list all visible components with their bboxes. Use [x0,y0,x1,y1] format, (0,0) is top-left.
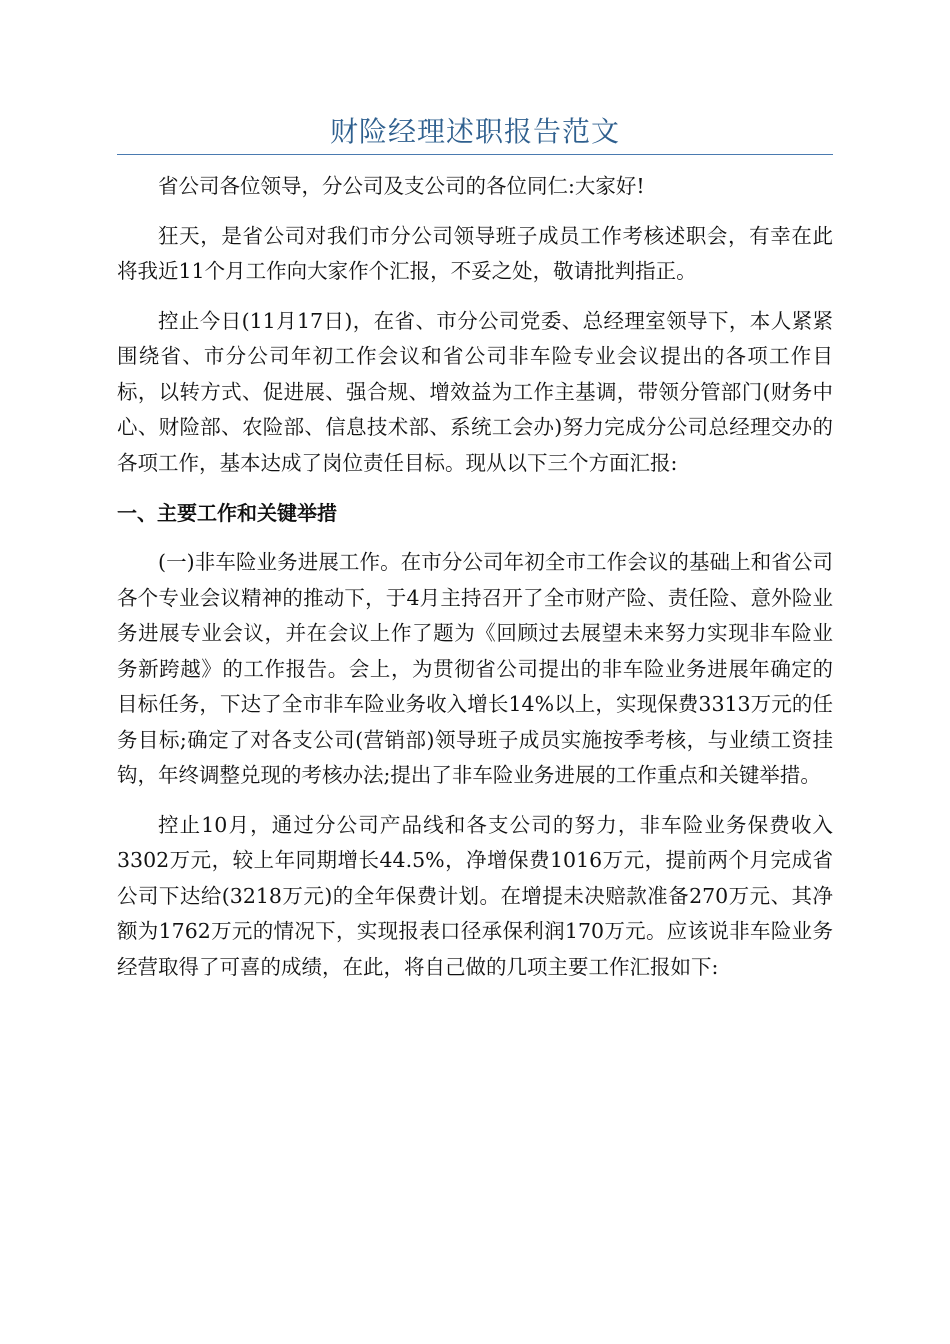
section-heading: 一、主要工作和关键举措 [117,501,337,525]
non-auto-insurance-paragraph: (一)非车险业务进展工作。在市分公司年初全市工作会议的基础上和省公司各个专业会议精神的推动下，于4月主持召开了全市财产险、责任险、意外险业务进展专业会议，并在会议上作了题为《回顾过去展望未来努力实现非车险业务新跨越》的工作报告。会上，为贯彻省公司提出的非车险业务进展年确定的目标任务，下达了全市非车险业务收入增长14%以上，实现保费3313万元的任务目标;确定了对各支公司(营销部)领导班子成员实施按季考核，与业绩工资挂钩，年终调整兑现的考核办法;提出了非车险业务进展的工作重点和关键举措。 [117,550,833,787]
intro-paragraph: 狂天，是省公司对我们市分公司领导班子成员工作考核述职会，有幸在此将我近11个月工作向大家作个汇报，不妥之处，敬请批判指正。 [117,223,833,283]
title-underline [117,154,833,155]
document-title: 财险经理述职报告范文 [329,115,620,148]
overview-paragraph: 控止今日(11月17日)，在省、市分公司党委、总经理室领导下，本人紧紧围绕省、市分公司年初工作会议和省公司非车险专业会议提出的各项工作目标，以转方式、促进展、强合规、增效益为工作主基调，带领分管部门(财务中心、财险部、农险部、信息技术部、系统工会办)努力完成分公司总经理交办的各项工作，基本达成了岗位责任目标。现从以下三个方面汇报: [117,308,833,475]
greeting-paragraph: 省公司各位领导，分公司及支公司的各位同仁:大家好! [158,174,645,198]
document-body [117,112,833,999]
results-paragraph: 控止10月，通过分公司产品线和各支公司的努力，非车险业务保费收入3302万元，较上年同期增长44.5%，净增保费1016万元，提前两个月完成省公司下达给(3218万元)的全年保费计划。在增提未决赔款准备270万元、其净额为1762万元的情况下，实现报表口径承保利润170万元。应该说非车险业务经营取得了可喜的成绩，在此，将自己做的几项主要工作汇报如下: [117,812,833,979]
